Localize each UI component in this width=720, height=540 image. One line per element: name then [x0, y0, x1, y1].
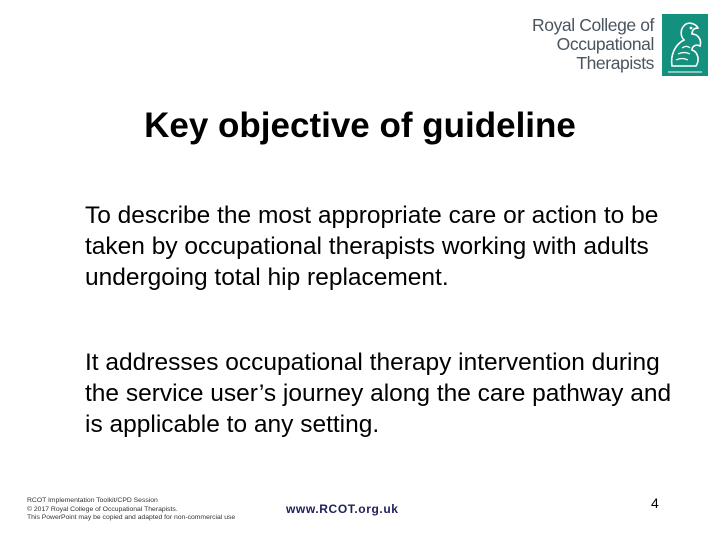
slide-title: Key objective of guideline: [144, 106, 576, 145]
objective-paragraph-2: It addresses occupational therapy intervention during the service user’s journey along the care pathway and is applicable to any setting.: [85, 349, 672, 438]
footer-line-2: © 2017 Royal College of Occupational Therapists.: [27, 505, 178, 513]
griffin-emblem-icon: [662, 14, 708, 76]
logo-emblem-icon: [662, 14, 708, 76]
footer-website-link[interactable]: www.RCOT.org.uk: [286, 502, 399, 516]
page-number: 4: [651, 495, 659, 511]
footer-line-1: RCOT Implementation Toolkit/CPD Session: [27, 497, 158, 504]
logo-line-1: Royal College of: [532, 15, 655, 35]
footer-copyright: [27, 497, 235, 523]
logo-wordmark: [532, 14, 654, 73]
logo-line-3: Therapists: [576, 53, 655, 73]
footer-line-3: This PowerPoint may be copied and adapted for non-commercial use: [27, 514, 236, 521]
objective-paragraph-1: To describe the most appropriate care or action to be taken by occupational therapists working with adults undergoing total hip replacement.: [85, 202, 659, 291]
logo-line-2: Occupational: [556, 34, 655, 54]
rcot-logo: [532, 14, 708, 76]
